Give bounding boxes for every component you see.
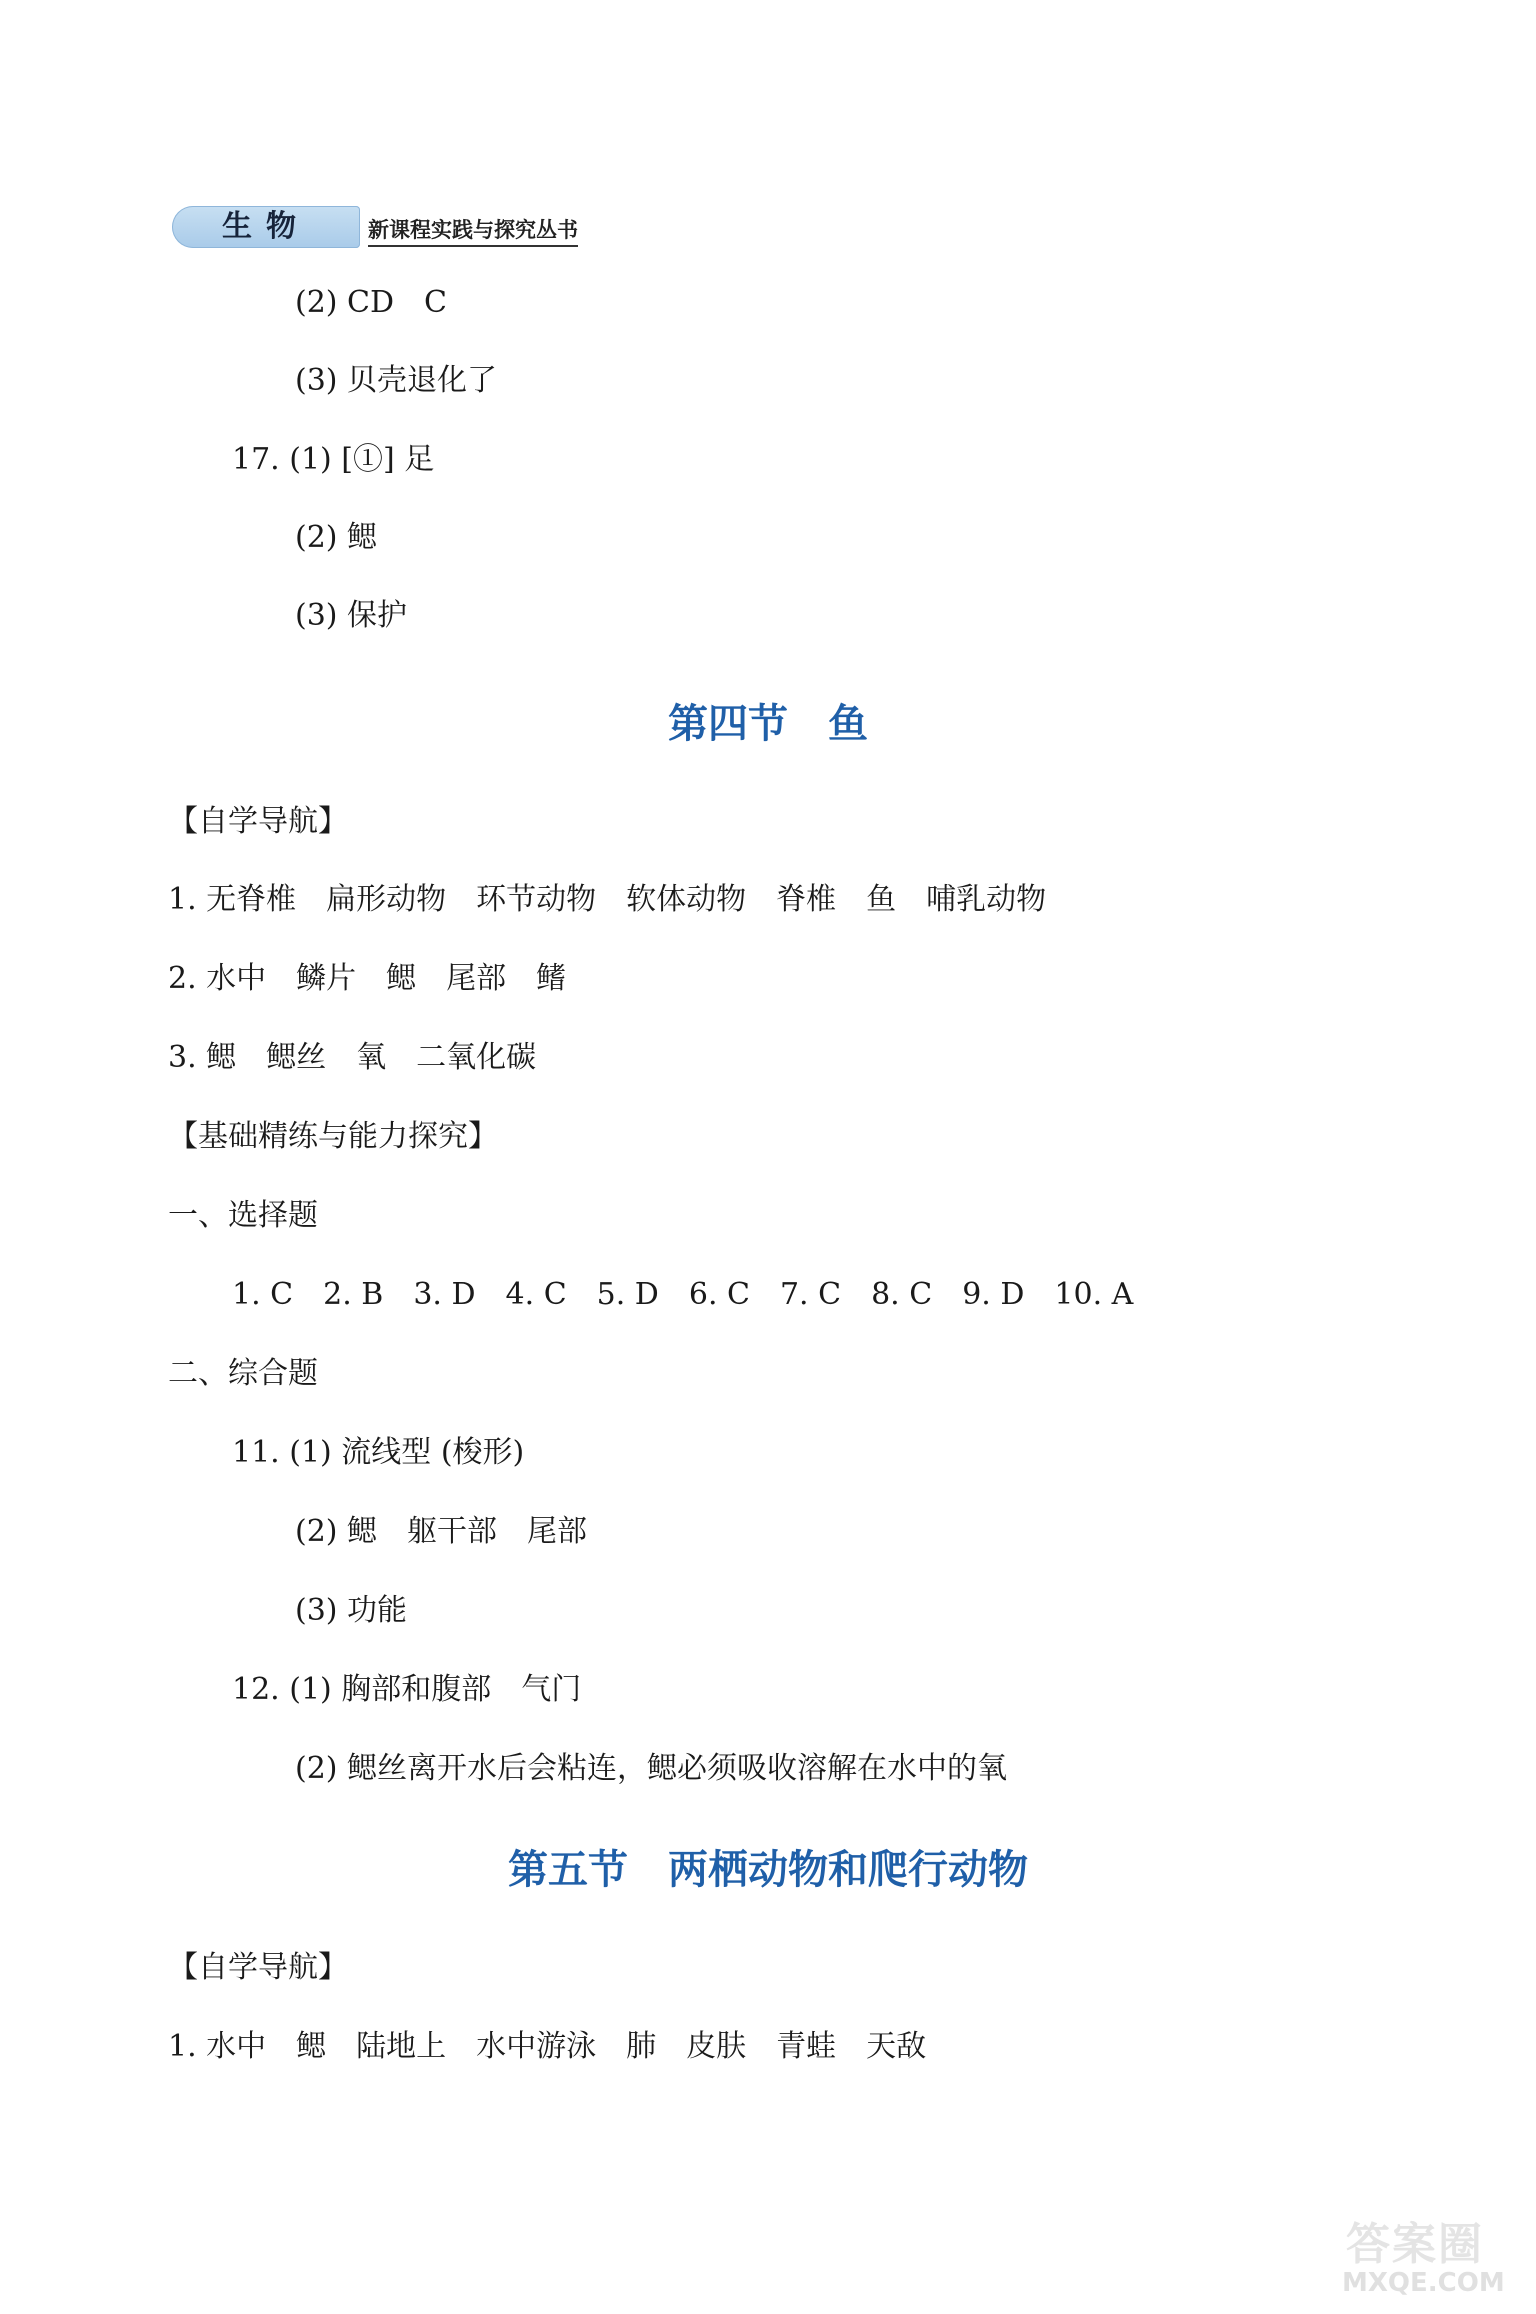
watermark-url: MXQE.COM	[1342, 2268, 1505, 2298]
practice-heading: 【基础精练与能力探究】	[168, 1119, 498, 1154]
series-title: 新课程实践与探究丛书	[368, 214, 578, 247]
self-study-heading: 【自学导航】	[168, 1950, 348, 1985]
answer-line: 3. 鳃 鳃丝 氧 二氧化碳	[168, 1040, 537, 1075]
section-title: 第四节 鱼	[668, 701, 868, 747]
answer-line: (3) 功能	[295, 1593, 408, 1628]
choice-answers: 1. C 2. B 3. D 4. C 5. D 6. C 7. C 8. C 9. D 10. A	[232, 1277, 1134, 1312]
self-study-heading: 【自学导航】	[168, 804, 348, 839]
subject-label: 生物	[222, 209, 310, 244]
answer-line: 17. (1) [①] 足	[232, 442, 435, 477]
answer-line: (3) 贝壳退化了	[295, 363, 498, 398]
answer-line: (3) 保护	[295, 598, 408, 633]
watermark-logo	[1340, 2208, 1520, 2308]
answer-line: 1. 水中 鳃 陆地上 水中游泳 肺 皮肤 青蛙 天敌	[168, 2029, 927, 2064]
answer-line: (2) 鳃丝离开水后会粘连，鳃必须吸收溶解在水中的氧	[295, 1751, 1008, 1786]
answer-line: (2) CD C	[295, 285, 447, 320]
answer-line: (2) 鳃 躯干部 尾部	[295, 1514, 588, 1549]
answer-line: 1. 无脊椎 扁形动物 环节动物 软体动物 脊椎 鱼 哺乳动物	[168, 882, 1047, 917]
page-header	[172, 204, 612, 254]
answer-line: (2) 鳃	[295, 520, 378, 555]
watermark-text: 答案圈	[1346, 2219, 1484, 2270]
comprehensive-heading: 二、综合题	[168, 1356, 318, 1391]
choice-heading: 一、选择题	[168, 1198, 318, 1233]
section-title: 第五节 两栖动物和爬行动物	[508, 1847, 1028, 1893]
answer-line: 11. (1) 流线型 (梭形)	[232, 1435, 525, 1470]
answer-line: 12. (1) 胸部和腹部 气门	[232, 1672, 582, 1707]
answer-line: 2. 水中 鳞片 鳃 尾部 鳍	[168, 961, 567, 996]
